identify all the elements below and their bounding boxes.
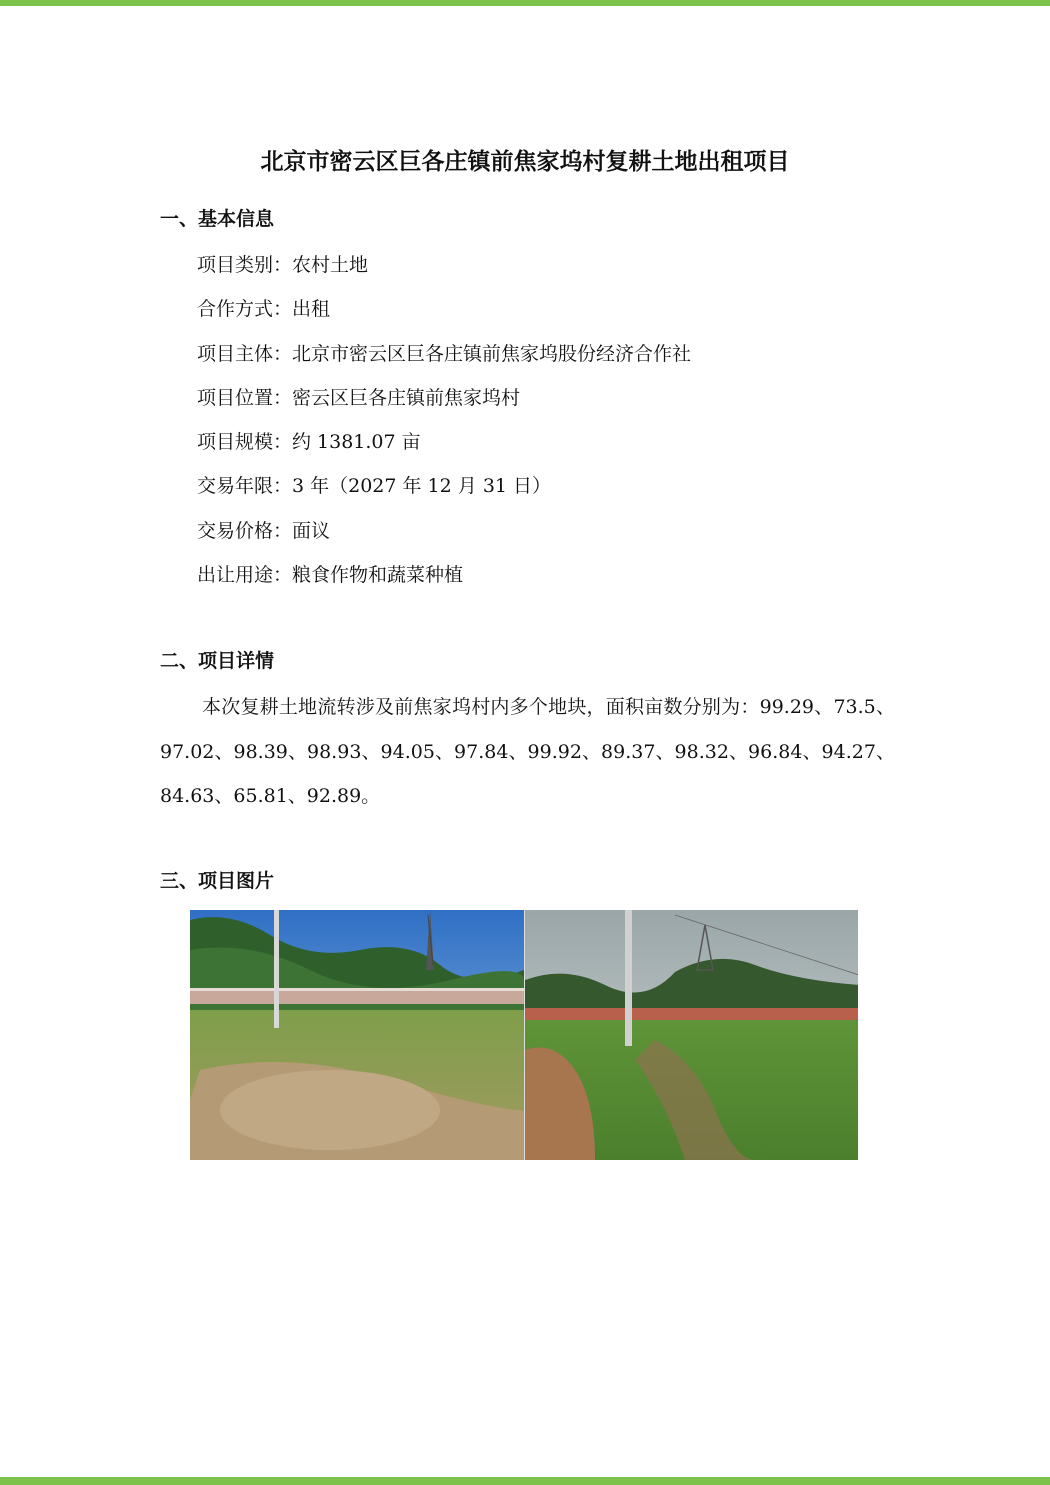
info-row-term: 交易年限：3 年（2027 年 12 月 31 日） xyxy=(197,475,552,498)
info-row-subject: 项目主体：北京市密云区巨各庄镇前焦家坞股份经济合作社 xyxy=(197,342,692,365)
section-heading-basic-info: 一、基本信息 xyxy=(160,208,275,230)
bottom-accent-bar xyxy=(0,1477,1050,1485)
project-photos xyxy=(190,910,858,1160)
info-row-cooperation: 合作方式：出租 xyxy=(197,298,331,321)
basic-info-list xyxy=(197,248,691,602)
info-row-price: 交易价格：面议 xyxy=(197,519,331,542)
field-photo-right xyxy=(524,910,858,1160)
section-heading-project-detail: 二、项目详情 xyxy=(160,650,275,672)
info-row-usage: 出让用途：粮食作物和蔬菜种植 xyxy=(197,564,464,587)
field-photo-left xyxy=(190,910,524,1160)
project-detail-paragraph: 本次复耕土地流转涉及前焦家坞村内多个地块，面积亩数分别为：99.29、73.5、97.02、98.39、98.93、94.05、97.84、99.92、89.37、98.32、96.84、94.27、84.63、65.81、92.89。 xyxy=(160,696,895,807)
page-title: 北京市密云区巨各庄镇前焦家坞村复耕土地出租项目 xyxy=(260,149,790,175)
info-row-category: 项目类别：农村土地 xyxy=(197,254,369,276)
info-row-location: 项目位置：密云区巨各庄镇前焦家坞村 xyxy=(197,386,521,409)
top-accent-bar xyxy=(0,0,1050,6)
section-heading-project-photos: 三、项目图片 xyxy=(160,870,275,892)
info-row-scale: 项目规模：约 1381.07 亩 xyxy=(197,431,421,454)
